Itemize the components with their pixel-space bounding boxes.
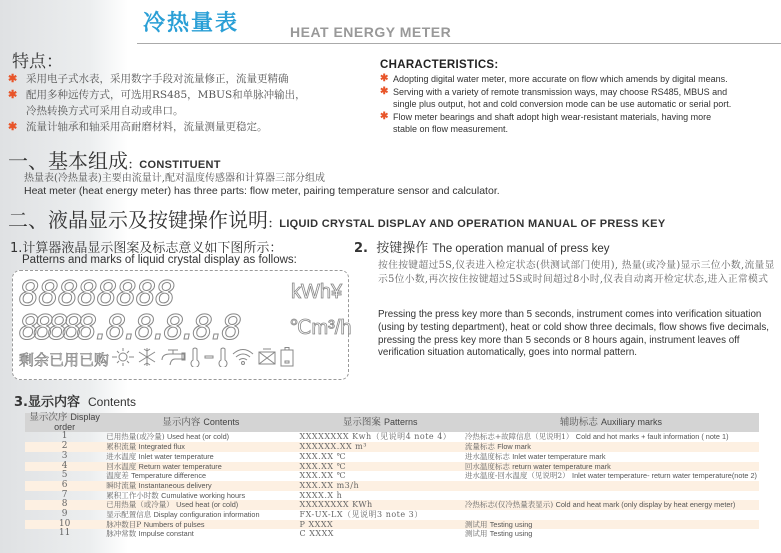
col-header-order: 显示次序 Display order	[25, 413, 104, 432]
part1-title-en: Patterns and marks of liquid crystal display as follows:	[22, 254, 297, 266]
table-row: 7 累积工作小时数 Cumulative working hours XXXX.X h	[61, 489, 343, 500]
feature-en-2: Serving with a variety of remote transmission ways, may choose RS485, MBUS and	[393, 86, 728, 97]
part2-title-cn: 按键操作	[376, 241, 429, 256]
feature-en-2-cont: single plus output, hot and cold conversion mode can be use automatic or serial port.	[393, 99, 732, 109]
feature-en-1: Adopting digital water meter, more accurate on flow which amends by digital means.	[393, 74, 728, 84]
table-row: 3 进水温度 Inlet water temperature XXX.XX ℃ 进水温度标志 Inlet water temperature mark	[61, 450, 606, 461]
table-header-row	[25, 413, 759, 432]
col-header-patterns: 显示图案 Patterns	[298, 413, 463, 432]
part2-text-cn: 按住按键超过5S,仪表进入检定状态(供测试部门使用), 热量(或冷量)显示三位小数,流量显示5位小数,再次按住按键超过5S或时间超过8小时,仪表自动离开检定状态,进入正常模式	[378, 260, 775, 285]
feature-cn-2-cont: 冷热转换方式可采用自动或串口。	[26, 105, 184, 117]
table-row: 11 脉冲常数 Impulse constant C XXXX 测试用 Testing using	[58, 528, 533, 539]
section1-heading-cn: 一、基本组成	[8, 149, 128, 173]
page-title-en: HEAT ENERGY METER	[290, 24, 452, 40]
section1-text-en: Heat meter (heat energy meter) has three parts: flow meter, pairing temperature sensor and calculator.	[24, 185, 500, 197]
features-list-en	[380, 73, 780, 136]
valve-icon	[257, 348, 277, 370]
display-contents-table	[25, 413, 759, 539]
part1-title-cn: 1.计算器液晶显示图案及标志意义如下图所示：	[10, 241, 283, 256]
characteristics-title: CHARACTERISTICS:	[380, 59, 499, 71]
table-row: 2 累积流量 Integrated flux XXXXXX.XX m³ 流量标志 Flow mark	[25, 442, 759, 452]
feature-cn-1: 采用电子式水表，采用数字手段对流量修正，流量更精确	[26, 73, 289, 85]
lcd-unit-kwh-yuan: kWh¥	[291, 281, 343, 303]
lcd-digits-row2: 88888.8.8.8.8.8	[19, 308, 237, 348]
sun-icon	[112, 348, 134, 370]
table-row: 9 显示配置信息 Display configuration information FX-UX-LX（见说明3 note 3）	[61, 509, 423, 520]
dash-icon	[204, 348, 214, 370]
thermometer-inlet-icon	[189, 347, 201, 371]
features-title-cn: 特点：	[12, 52, 63, 72]
section2-heading	[8, 204, 665, 233]
lcd-row-1	[19, 274, 175, 314]
table-row: 10 脉冲数目P Numbers of pulses P XXXX 测试用 Testing using	[25, 520, 759, 530]
part2-number: 2.	[354, 241, 368, 256]
tap-icon	[160, 348, 186, 370]
col-header-aux: 辅助标志 Auxiliary marks	[463, 413, 759, 432]
feature-cn-2: 配用多种远传方式，可选用RS485，MBUS和单脉冲输出，	[26, 89, 306, 101]
part3-title-cn: 3.显示内容	[14, 395, 80, 410]
col-header-contents: 显示内容 Contents	[104, 413, 297, 432]
table-row: 1 已用热量(或冷量) Used heat (or cold) XXXXXXXX Kwh（见说明4 note 4） 冷热标志+故障信息（见说明1） Cold and hot marks + fault information ( note 1)	[61, 431, 729, 442]
table-row: 6 瞬时流量 Instantaneous delivery XXX.XX m3/h	[25, 481, 759, 491]
feature-en-3: Flow meter bearings and shaft adopt high wear-resistant materials, having more	[393, 111, 712, 122]
section2-heading-en: ：LIQUID CRYSTAL DISPLAY AND OPERATION MANUAL OF PRESS KEY	[268, 218, 666, 230]
part2-title	[354, 237, 609, 256]
bullet-icon: ✱	[8, 72, 18, 85]
lcd-display-diagram	[12, 270, 352, 380]
section1-text-cn: 热量表(冷热量表)主要由流量计,配对温度传感器和计算器三部分组成	[24, 173, 325, 184]
snowflake-icon	[137, 348, 157, 370]
features-list-cn	[8, 71, 306, 135]
lcd-mark-text: 剩余已用已购	[19, 350, 110, 369]
wireless-signal-icon	[232, 348, 254, 370]
lcd-row-2	[19, 308, 237, 348]
part3-title-en: Contents	[87, 395, 137, 409]
bullet-icon: ✱	[8, 88, 18, 101]
bullet-icon: ✱	[380, 85, 389, 97]
table-row: 5 温度差 Temperature difference XXX.XX ℃ 进水温度-回水温度（见说明2） Inlet water temperature- return water temperature(note 2)	[61, 470, 757, 481]
part2-text-en: Pressing the press key more than 5 seconds, instrument comes into verification situation (using by testing department), heat or cold show three decimals, flow shows five decimals, pressing the press key more than 5 seconds or 8 hours again, instrument leaves off verification situation automatically, goes into normal pattern.	[378, 309, 769, 359]
feature-en-3-cont: stable on flow measurement.	[393, 124, 509, 134]
page-title-cn: 冷热量表	[143, 11, 240, 36]
watermark: m.ituara	[690, 530, 751, 543]
feature-cn-3: 流量计轴承和轴采用高耐磨材料，流量测量更稳定。	[26, 121, 268, 133]
title-divider	[137, 43, 781, 44]
battery-icon	[280, 347, 294, 371]
lcd-digits-row1: 88888888	[19, 274, 175, 314]
bullet-icon: ✱	[380, 110, 389, 122]
bullet-icon: ✱	[380, 73, 389, 84]
section2-heading-cn: 二、液晶显示及按键操作说明	[8, 208, 268, 232]
part3-title	[14, 391, 136, 410]
section1-heading-en: ：CONSTITUENT	[128, 159, 221, 171]
bullet-icon: ✱	[8, 120, 18, 133]
thermometer-return-icon	[217, 347, 229, 371]
part2-title-en: The operation manual of press key	[432, 243, 610, 255]
table-row: 8 已用热量（或冷量） Used heat (or cold) XXXXXXXX KWh 冷热标志(仅冷热量表显示) Cold and heat mark (only display by heat energy meter)	[25, 500, 759, 510]
table-row: 4 回水温度 Return water temperature XXX.XX ℃ 回水温度标志 return water temperature mark	[25, 462, 759, 472]
lcd-marks-row	[19, 347, 294, 371]
lcd-unit-celsius-flow: ℃m³/h	[289, 317, 352, 339]
